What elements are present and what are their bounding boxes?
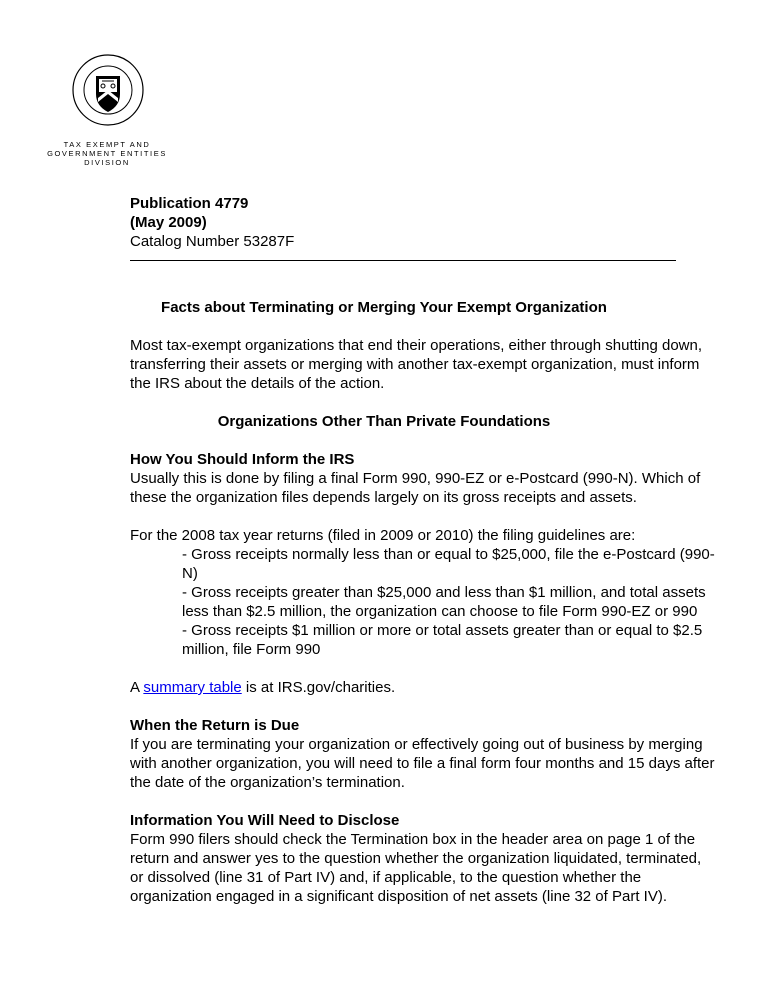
inform-line: Usually this is done by filing a final Form 990, 990-EZ or e-Postcard (990-N). Which of [130, 470, 701, 487]
guidelines-intro: For the 2008 tax year returns (filed in 2009 or 2010) the filing guidelines are: [130, 527, 636, 544]
intro-line: Most tax-exempt organizations that end their operations, either through shutting down, [130, 337, 702, 354]
disclose-heading: Information You Will Need to Disclose [130, 812, 400, 829]
publication-number: Publication 4779 [130, 195, 249, 212]
guideline-line: - Gross receipts greater than $25,000 and less than $1 million, and total assets [182, 584, 706, 601]
due-line: If you are terminating your organization or effectively going out of business by merging [130, 736, 703, 753]
inform-heading: How You Should Inform the IRS [130, 451, 355, 468]
intro-line: transferring their assets or merging with another tax-exempt organization, must inform [130, 356, 700, 373]
division-line: DIVISION [84, 158, 130, 167]
guideline-line: - Gross receipts $1 million or more or total assets greater than or equal to $2.5 [182, 622, 703, 639]
guideline-line: less than $2.5 million, the organization can choose to file Form 990-EZ or 990 [182, 603, 698, 620]
summary-line [130, 678, 395, 697]
due-heading: When the Return is Due [130, 717, 300, 734]
summary-prefix: A [130, 679, 144, 696]
due-line: the date of the organization’s termination. [130, 774, 405, 791]
division-line: TAX EXEMPT AND [63, 140, 151, 149]
disclose-line: organization engaged in a significant disposition of net assets (line 32 of Part IV). [130, 888, 667, 905]
disclose-line: or dissolved (line 31 of Part IV) and, if applicable, to the question whether the [130, 869, 642, 886]
guideline-line: - Gross receipts normally less than or equal to $25,000, file the e-Postcard (990- [182, 546, 715, 563]
publication-date: (May 2009) [130, 214, 207, 231]
summary-table-link[interactable]: summary table [143, 679, 242, 696]
inform-line: these the organization files depends largely on its gross receipts and assets. [130, 489, 637, 506]
catalog-number: Catalog Number 53287F [130, 233, 295, 250]
document-title: Facts about Terminating or Merging Your Exempt Organization [161, 299, 607, 316]
divider [130, 260, 676, 261]
section-heading: Organizations Other Than Private Foundations [217, 413, 551, 430]
division-name [40, 140, 174, 167]
guideline-line: N) [182, 565, 198, 582]
due-line: with another organization, you will need to file a final form four months and 15 days after [130, 755, 715, 772]
disclose-line: Form 990 filers should check the Termination box in the header area on page 1 of the [130, 831, 696, 848]
treasury-seal-logo [72, 54, 144, 126]
disclose-line: return and answer yes to the question whether the organization liquidated, terminated, [130, 850, 702, 867]
summary-suffix: is at IRS.gov/charities. [241, 679, 396, 696]
guideline-line: million, file Form 990 [182, 641, 321, 658]
division-line: GOVERNMENT ENTITIES [47, 149, 167, 158]
intro-line: the IRS about the details of the action. [130, 375, 385, 392]
